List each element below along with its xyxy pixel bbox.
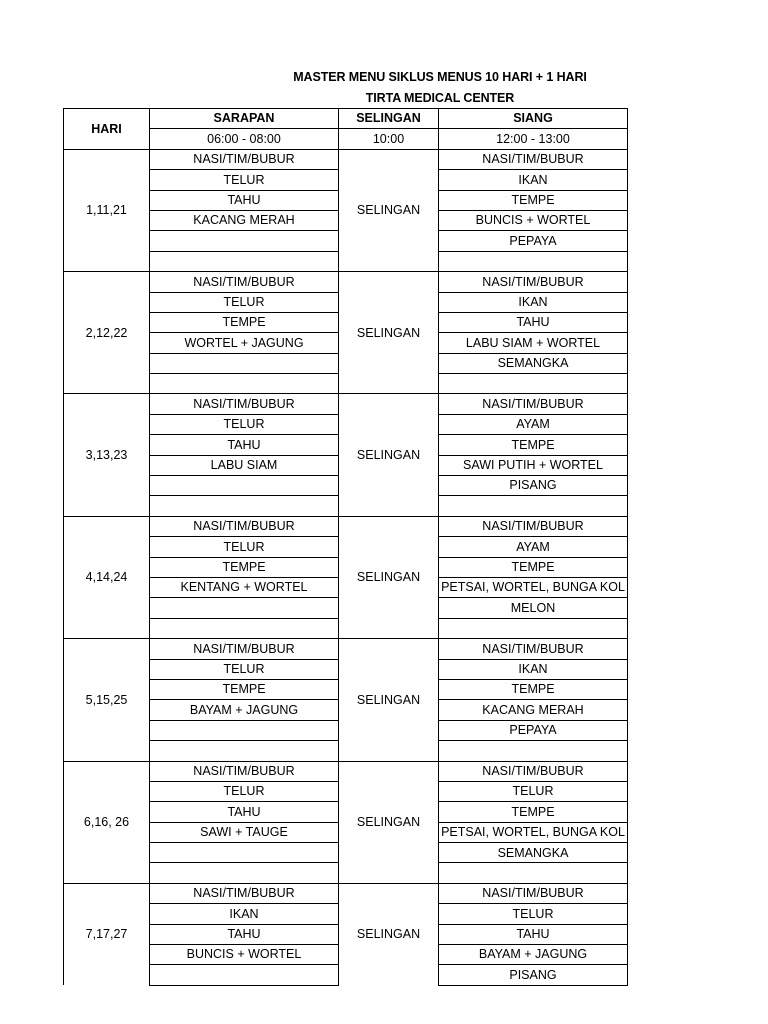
sarapan-cell — [150, 720, 339, 740]
selingan-cell: SELINGAN — [339, 639, 439, 761]
sarapan-cell: NASI/TIM/BUBUR — [150, 516, 339, 536]
siang-cell: TELUR — [439, 904, 628, 924]
sarapan-cell: TEMPE — [150, 679, 339, 699]
siang-cell: AYAM — [439, 414, 628, 434]
siang-cell: PISANG — [439, 965, 628, 985]
sarapan-cell: WORTEL + JAGUNG — [150, 333, 339, 353]
sarapan-cell: NASI/TIM/BUBUR — [150, 149, 339, 169]
siang-cell: NASI/TIM/BUBUR — [439, 272, 628, 292]
selingan-cell: SELINGAN — [339, 761, 439, 883]
siang-cell — [439, 863, 628, 883]
siang-cell: TAHU — [439, 924, 628, 944]
siang-cell: LABU SIAM + WORTEL — [439, 333, 628, 353]
sarapan-cell: NASI/TIM/BUBUR — [150, 394, 339, 414]
siang-cell: TEMPE — [439, 679, 628, 699]
document-title: MASTER MENU SIKLUS MENUS 10 HARI + 1 HARI — [293, 70, 587, 84]
siang-cell: NASI/TIM/BUBUR — [439, 639, 628, 659]
sarapan-cell — [150, 251, 339, 271]
hari-cell: 5,15,25 — [64, 639, 150, 761]
table-row — [64, 272, 628, 292]
sarapan-cell: TAHU — [150, 924, 339, 944]
selingan-cell: SELINGAN — [339, 272, 439, 394]
hari-header: HARI — [64, 109, 150, 150]
siang-cell: PISANG — [439, 476, 628, 496]
sarapan-cell — [150, 618, 339, 638]
siang-cell: TEMPE — [439, 435, 628, 455]
sarapan-cell: NASI/TIM/BUBUR — [150, 272, 339, 292]
menu-table — [63, 108, 628, 986]
sarapan-cell: TELUR — [150, 781, 339, 801]
table-row — [64, 761, 628, 781]
sarapan-cell: TELUR — [150, 292, 339, 312]
hari-cell: 1,11,21 — [64, 149, 150, 271]
sarapan-cell — [150, 598, 339, 618]
siang-cell: NASI/TIM/BUBUR — [439, 883, 628, 903]
header-row — [64, 109, 628, 129]
siang-cell — [439, 251, 628, 271]
selingan-cell: SELINGAN — [339, 883, 439, 985]
siang-cell: BUNCIS + WORTEL — [439, 210, 628, 230]
hari-cell: 7,17,27 — [64, 883, 150, 985]
siang-cell: SEMANGKA — [439, 353, 628, 373]
siang-cell — [439, 618, 628, 638]
siang-cell: SAWI PUTIH + WORTEL — [439, 455, 628, 475]
table-row — [64, 394, 628, 414]
sarapan-cell: SAWI + TAUGE — [150, 822, 339, 842]
siang-cell: PETSAI, WORTEL, BUNGA KOL — [439, 822, 628, 842]
siang-cell: PEPAYA — [439, 231, 628, 251]
sarapan-cell: IKAN — [150, 904, 339, 924]
siang-cell: IKAN — [439, 659, 628, 679]
sarapan-cell: TAHU — [150, 435, 339, 455]
table-row — [64, 149, 628, 169]
siang-cell: KACANG MERAH — [439, 700, 628, 720]
siang-cell: AYAM — [439, 537, 628, 557]
siang-cell: PETSAI, WORTEL, BUNGA KOL — [439, 577, 628, 597]
sarapan-cell — [150, 476, 339, 496]
siang-cell: TELUR — [439, 781, 628, 801]
siang-cell: TEMPE — [439, 802, 628, 822]
sarapan-cell: TAHU — [150, 802, 339, 822]
siang-header: SIANG — [439, 109, 628, 129]
siang-cell: NASI/TIM/BUBUR — [439, 761, 628, 781]
sarapan-cell: KENTANG + WORTEL — [150, 577, 339, 597]
selingan-cell: SELINGAN — [339, 149, 439, 271]
siang-cell: MELON — [439, 598, 628, 618]
sarapan-cell — [150, 496, 339, 516]
selingan-header: SELINGAN — [339, 109, 439, 129]
siang-cell — [439, 741, 628, 761]
siang-cell: NASI/TIM/BUBUR — [439, 149, 628, 169]
sarapan-cell: NASI/TIM/BUBUR — [150, 883, 339, 903]
sarapan-cell: TELUR — [150, 537, 339, 557]
sarapan-time: 06:00 - 08:00 — [150, 129, 339, 149]
sarapan-cell: TELUR — [150, 414, 339, 434]
siang-cell: NASI/TIM/BUBUR — [439, 394, 628, 414]
sarapan-cell — [150, 741, 339, 761]
siang-cell — [439, 496, 628, 516]
sarapan-cell: NASI/TIM/BUBUR — [150, 761, 339, 781]
siang-cell: PEPAYA — [439, 720, 628, 740]
siang-cell: TEMPE — [439, 557, 628, 577]
sarapan-cell: NASI/TIM/BUBUR — [150, 639, 339, 659]
siang-cell: IKAN — [439, 170, 628, 190]
table-row — [64, 639, 628, 659]
document-subtitle: TIRTA MEDICAL CENTER — [365, 91, 515, 105]
siang-cell: BAYAM + JAGUNG — [439, 945, 628, 965]
siang-cell: TAHU — [439, 312, 628, 332]
sarapan-cell — [150, 353, 339, 373]
sarapan-cell: BUNCIS + WORTEL — [150, 945, 339, 965]
siang-cell: SEMANGKA — [439, 843, 628, 863]
sarapan-cell — [150, 965, 339, 985]
sarapan-cell: TELUR — [150, 170, 339, 190]
sarapan-header: SARAPAN — [150, 109, 339, 129]
siang-time: 12:00 - 13:00 — [439, 129, 628, 149]
hari-cell: 4,14,24 — [64, 516, 150, 638]
sarapan-cell: TELUR — [150, 659, 339, 679]
sarapan-cell — [150, 374, 339, 394]
sarapan-cell: TEMPE — [150, 557, 339, 577]
sarapan-cell: LABU SIAM — [150, 455, 339, 475]
table-row — [64, 516, 628, 536]
sarapan-cell: KACANG MERAH — [150, 210, 339, 230]
siang-cell: NASI/TIM/BUBUR — [439, 516, 628, 536]
sarapan-cell: TAHU — [150, 190, 339, 210]
sarapan-cell: BAYAM + JAGUNG — [150, 700, 339, 720]
table-row — [64, 883, 628, 903]
selingan-cell: SELINGAN — [339, 394, 439, 516]
sarapan-cell — [150, 843, 339, 863]
siang-cell — [439, 374, 628, 394]
selingan-time: 10:00 — [339, 129, 439, 149]
hari-cell: 2,12,22 — [64, 272, 150, 394]
hari-cell: 3,13,23 — [64, 394, 150, 516]
sarapan-cell: TEMPE — [150, 312, 339, 332]
sarapan-cell — [150, 863, 339, 883]
siang-cell: IKAN — [439, 292, 628, 312]
hari-cell: 6,16, 26 — [64, 761, 150, 883]
selingan-cell: SELINGAN — [339, 516, 439, 638]
siang-cell: TEMPE — [439, 190, 628, 210]
sarapan-cell — [150, 231, 339, 251]
